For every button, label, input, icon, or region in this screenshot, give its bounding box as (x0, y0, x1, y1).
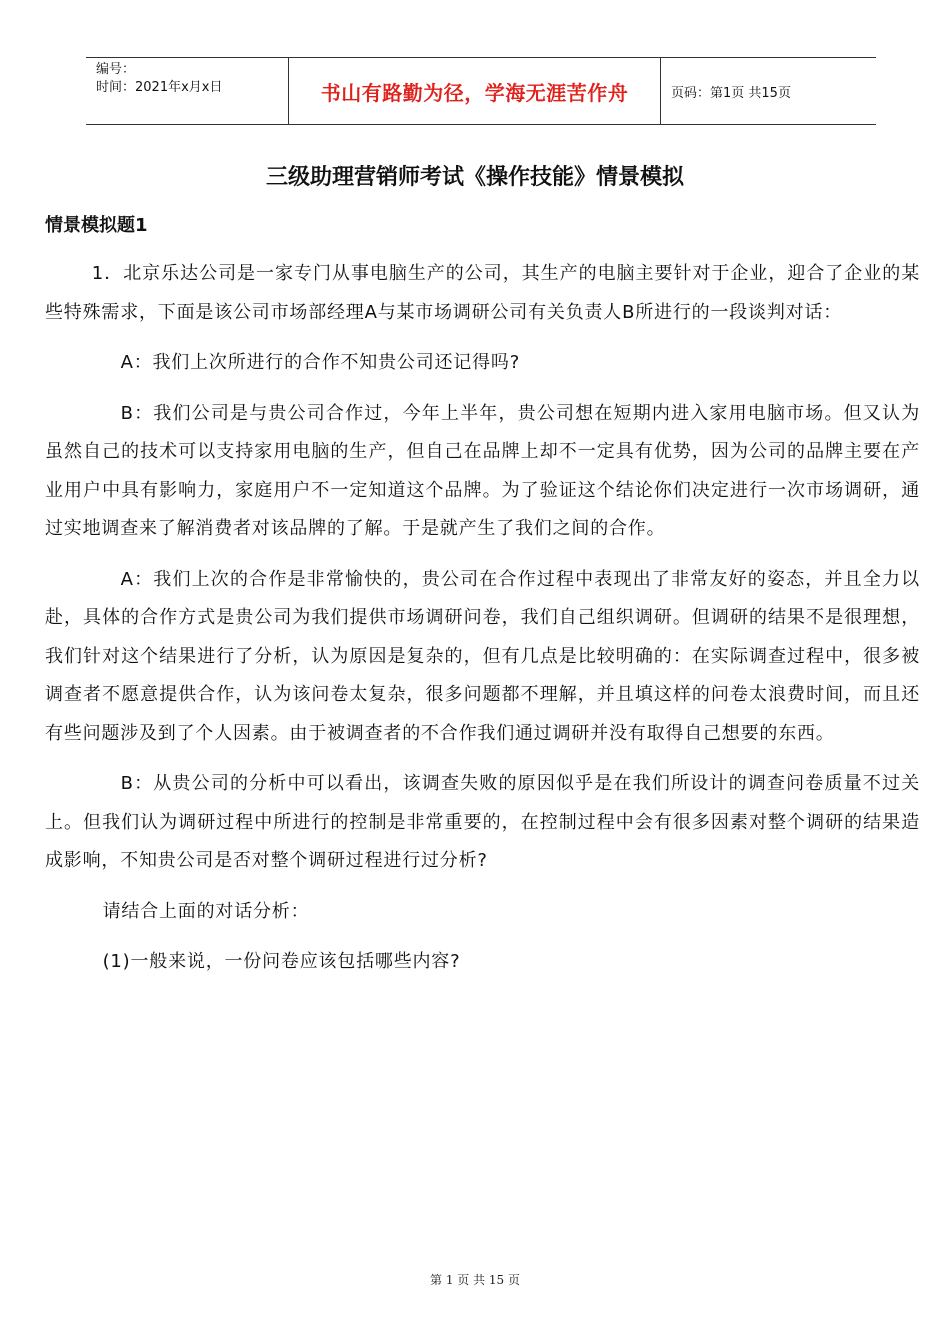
header-motto-cell (288, 58, 661, 124)
header-meta (86, 58, 288, 124)
paragraph-question-prompt: 请结合上面的对话分析： (102, 900, 310, 922)
paragraph-question-1: (1)一般来说，一份问卷应该包括哪些内容? (102, 951, 461, 972)
page-footer: 第 1 页 共 15 页 (430, 1273, 520, 1287)
document-body (45, 255, 920, 994)
paragraph-dialog-b1: B：我们公司是与贵公司合作过，今年上半年，贵公司想在短期内进入家用电脑市场。但又认为虽然自己的技术可以支持家用电脑的生产，但自己在品牌上却不一定具有优势，因为公司的品牌主要在产业用户中具有影响力，家庭用户不一定知道这个品牌。为了验证这个结论你们决定进行一次市场调研，通过实地调查来了解消费者对该品牌的了解。于是就产生了我们之间的合作。 (45, 402, 920, 539)
serial-label: 编号： (96, 62, 136, 77)
page-info-text: 页码：第1页 共15页 (671, 85, 791, 101)
date-label: 时间：2021年x月x日 (96, 80, 223, 95)
document-title: 三级助理营销师考试《操作技能》情景模拟 (265, 164, 684, 190)
page-header (86, 57, 876, 125)
paragraph-dialog-a1: A：我们上次所进行的合作不知贵公司还记得吗? (120, 352, 521, 373)
paragraph-dialog-b2: B：从贵公司的分析中可以看出，该调查失败的原因似乎是在我们所设计的调查问卷质量不过关上。但我们认为调研过程中所进行的控制是非常重要的，在控制过程中会有很多因素对整个调研的结果造成影响，不知贵公司是否对整个调研过程进行过分析? (45, 773, 920, 871)
header-page-info (661, 58, 876, 124)
motto-text: 书山有路勤为径，学海无涯苦作舟 (320, 80, 629, 105)
section-heading: 情景模拟题1 (45, 215, 148, 236)
paragraph-intro: 1．北京乐达公司是一家专门从事电脑生产的公司，其生产的电脑主要针对于企业，迎合了企业的某些特殊需求，下面是该公司市场部经理A与某市场调研公司有关负责人B所进行的一段谈判对话： (45, 263, 920, 323)
paragraph-dialog-a2: A：我们上次的合作是非常愉快的，贵公司在合作过程中表现出了非常友好的姿态，并且全力以赴，具体的合作方式是贵公司为我们提供市场调研问卷，我们自己组织调研。但调研的结果不是很理想，我们针对这个结果进行了分析，认为原因是复杂的，但有几点是比较明确的：在实际调查过程中，很多被调查者不愿意提供合作，认为该问卷太复杂，很多问题都不理解，并且填这样的问卷太浪费时间，而且还有些问题涉及到了个人因素。由于被调查者的不合作我们通过调研并没有取得自己想要的东西。 (45, 568, 920, 744)
